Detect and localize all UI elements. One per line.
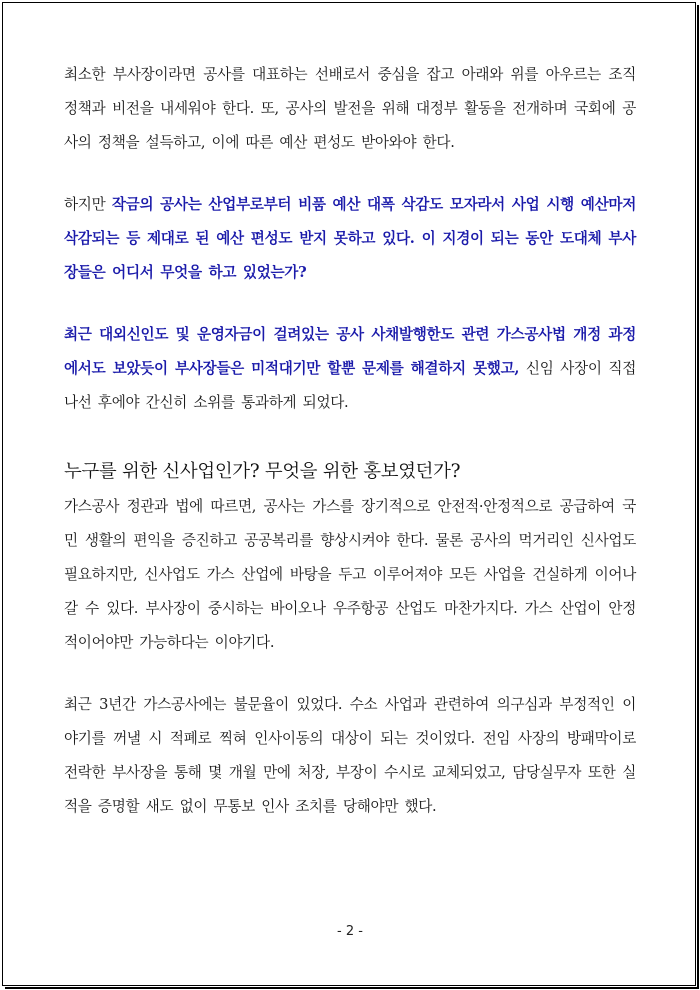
document-body	[64, 58, 636, 824]
paragraph-2	[64, 188, 636, 290]
paragraph-1	[64, 58, 636, 160]
paragraph-5-text: 최근 3년간 가스공사에는 불문율이 있었다. 수소 사업과 관련하여 의구심과 부정적인 이야기를 꺼낼 시 적폐로 찍혀 인사이동의 대상이 되는 것이었다. 전임 사장의 방패막이로 전락한 부사장을 통해 몇 개월 만에 처장, 부장이 수시로 교체되었고, 담당실무자 또한 실적을 증명할 새도 없이 무통보 인사 조치를 당해야만 했다.	[64, 696, 636, 815]
page-number: - 2 -	[337, 924, 363, 939]
section-heading: 누구를 위한 신사업인가? 무엇을 위한 홍보였던가?	[64, 461, 461, 482]
paragraph-2-prefix: 하지만	[64, 196, 112, 213]
paragraph-3	[64, 318, 636, 420]
paragraph-3-highlight: 최근 대외신인도 및 운영자금이 걸려있는 공사 사채발행한도 관련 가스공사법 개정 과정에서도 보았듯이 부사장들은 미적대기만 할뿐 문제를 해결하지 못했고,	[64, 326, 636, 377]
paragraph-3-suffix: 신임 사장이 직접 나선 후에야 간신히 소위를 통과하게 되었다.	[64, 360, 636, 411]
paragraph-2-highlight: 작금의 공사는 산업부로부터 비품 예산 대폭 삭감도 모자라서 사업 시행 예산마저 삭감되는 등 제대로 된 예산 편성도 받지 못하고 있다. 이 지경이 되는 동안 도대체 부사장들은 어디서 무엇을 하고 있었는가?	[64, 196, 636, 281]
paragraph-5	[64, 688, 636, 824]
paragraph-4-text: 가스공사 정관과 법에 따르면, 공사는 가스를 장기적으로 안전적·안정적으로 공급하여 국민 생활의 편익을 증진하고 공공복리를 향상시켜야 한다. 물론 공사의 먹거리인 신사업도 필요하지만, 신사업도 가스 산업에 바탕을 두고 이루어져야 모든 사업을 건실하게 이어나갈 수 있다. 부사장이 중시하는 바이오나 우주항공 산업도 마찬가지다. 가스 산업이 안정적이어야만 가능하다는 이야기다.	[64, 498, 636, 651]
paragraph-1-text: 최소한 부사장이라면 공사를 대표하는 선배로서 중심을 잡고 아래와 위를 아우르는 조직 정책과 비전을 내세워야 한다. 또, 공사의 발전을 위해 대정부 활동을 전개하며 국회에 공사의 정책을 설득하고, 이에 따른 예산 편성도 받아와야 한다.	[64, 66, 636, 151]
paragraph-4	[64, 490, 636, 660]
